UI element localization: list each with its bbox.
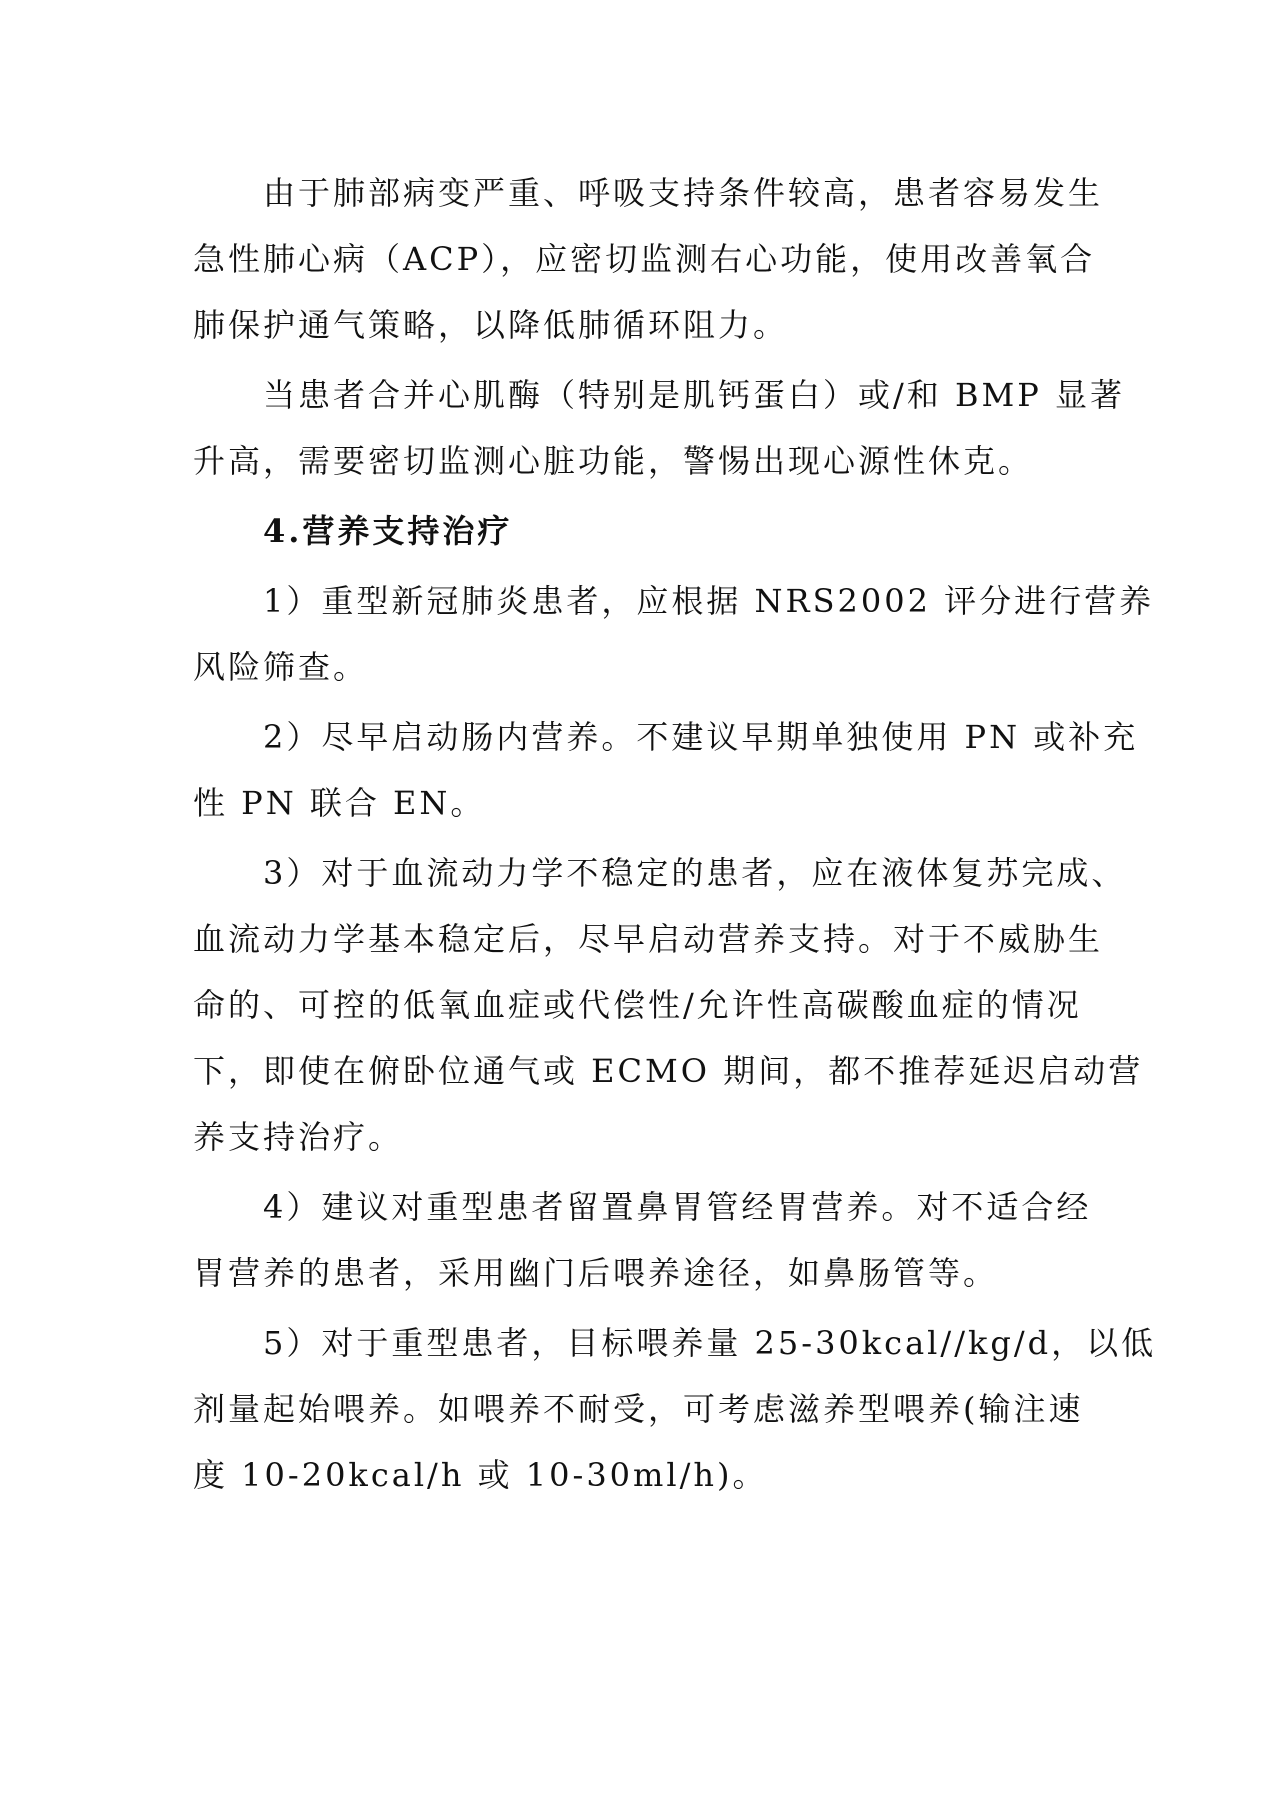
document-body — [193, 160, 1157, 1508]
text-line: 1）重型新冠肺炎患者，应根据 NRS2002 评分进行营养 — [263, 582, 1155, 620]
text-line: 肺保护通气策略，以降低肺循环阻力。 — [193, 306, 789, 344]
text-line: 3）对于血流动力学不稳定的患者，应在液体复苏完成、 — [263, 854, 1127, 892]
text-line: 升高，需要密切监测心脏功能，警惕出现心源性休克。 — [193, 442, 1034, 480]
paragraph-item-3 — [193, 840, 1144, 1170]
paragraph-acp — [193, 160, 1104, 358]
heading-line: 4.营养支持治疗 — [263, 512, 513, 550]
text-line: 急性肺心病（ACP），应密切监测右心功能，使用改善氧合 — [193, 240, 1096, 278]
text-line: 剂量起始喂养。如喂养不耐受，可考虑滋养型喂养(输注速 — [193, 1390, 1084, 1428]
text-line: 度 10-20kcal/h 或 10-30ml/h)。 — [193, 1456, 768, 1494]
text-line: 4）建议对重型患者留置鼻胃管经胃营养。对不适合经 — [263, 1188, 1092, 1226]
paragraph-item-1 — [193, 568, 1155, 700]
text-line: 血流动力学基本稳定后，尽早启动营养支持。对于不威胁生 — [193, 920, 1104, 958]
section-heading — [193, 498, 1093, 564]
text-line: 胃营养的患者，采用幽门后喂养途径，如鼻肠管等。 — [193, 1254, 999, 1292]
text-line: 5）对于重型患者，目标喂养量 25-30kcal//kg/d，以低 — [263, 1324, 1157, 1362]
paragraph-item-2 — [193, 704, 1139, 836]
paragraph-item-4 — [193, 1174, 1093, 1306]
text-line: 命的、可控的低氧血症或代偿性/允许性高碳酸血症的情况 — [193, 986, 1082, 1024]
text-line: 由于肺部病变严重、呼吸支持条件较高，患者容易发生 — [263, 174, 1104, 212]
text-line: 2）尽早启动肠内营养。不建议早期单独使用 PN 或补充 — [263, 718, 1139, 756]
text-line: 性 PN 联合 EN。 — [193, 784, 486, 822]
paragraph-item-5 — [193, 1310, 1157, 1508]
paragraph-cardiac — [193, 362, 1125, 494]
text-line: 当患者合并心肌酶（特别是肌钙蛋白）或/和 BMP 显著 — [263, 376, 1125, 414]
text-line: 风险筛查。 — [193, 648, 369, 686]
text-line: 下，即使在俯卧位通气或 ECMO 期间，都不推荐延迟启动营 — [193, 1052, 1144, 1090]
text-line: 养支持治疗。 — [193, 1118, 404, 1156]
